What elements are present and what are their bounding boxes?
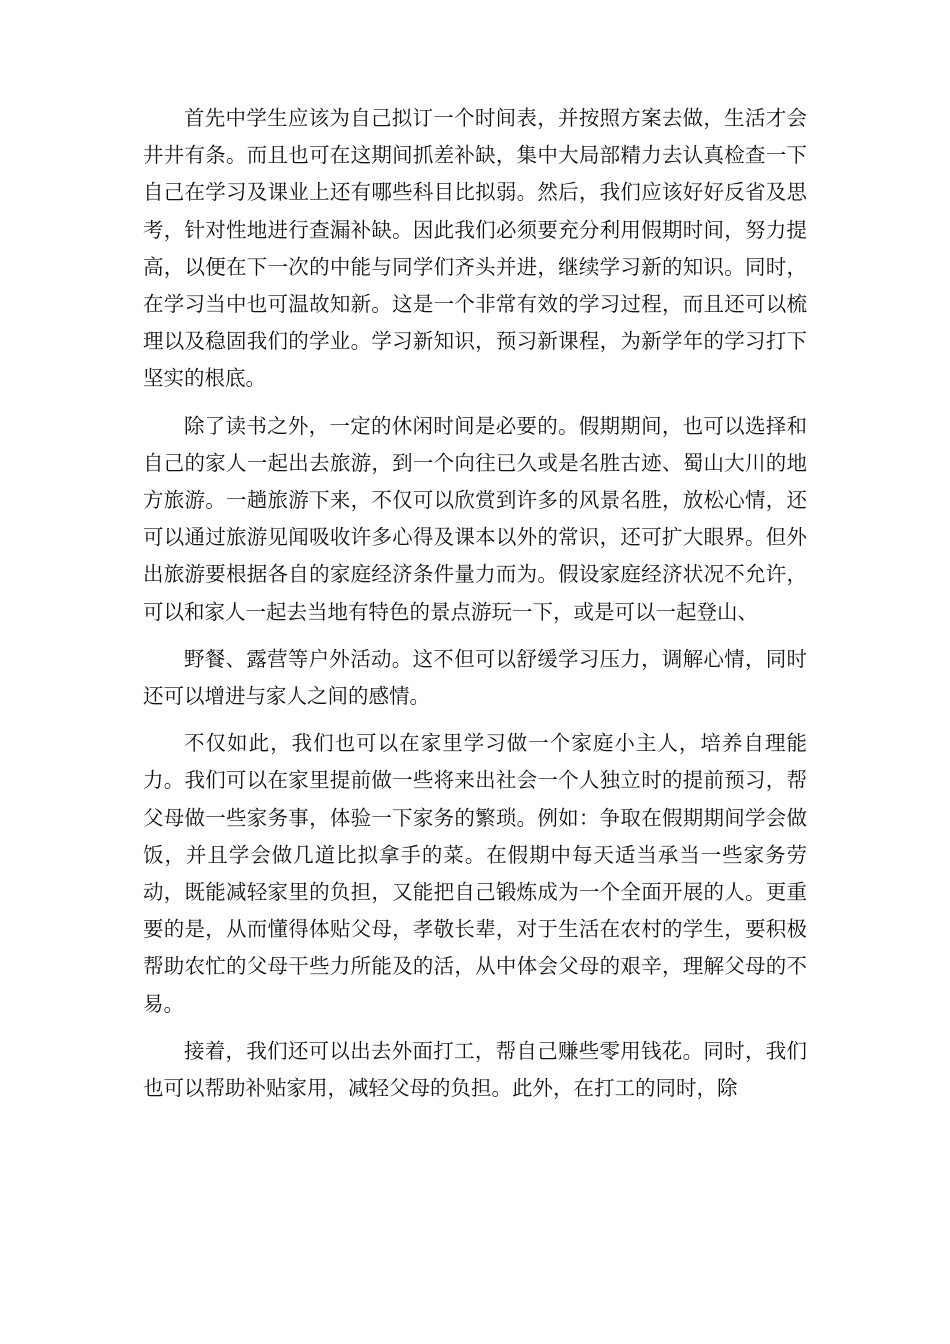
paragraph-housework: 不仅如此，我们也可以在家里学习做一个家庭小主人，培养自理能力。我们可以在家里提前做一些将来出社会一个人独立时的提前预习，帮父母做一些家务事，体验一下家务的繁琐。例如：争取在假期期间学会做饭，并且学会做几道比拟拿手的菜。在假期中每天适当承当一些家务劳动，既能减轻家里的负担，又能把自己锻炼成为一个全面开展的人。更重要的是，从而懂得体贴父母，孝敬长辈，对于生活在农村的学生，要积极帮助农忙的父母干些力所能及的活，从中体会父母的艰辛，理解父母的不易。 — [143, 731, 807, 1016]
paragraph-part-time-job: 接着，我们还可以出去外面打工，帮自己赚些零用钱花。同时，我们也可以帮助补贴家用，减轻父母的负担。此外，在打工的同时，除 — [143, 1038, 807, 1101]
paragraph-study-plan: 首先中学生应该为自己拟订一个时间表，并按照方案去做，生活才会井井有条。而且也可在这期间抓差补缺，集中大局部精力去认真检查一下自己在学习及课业上还有哪些科目比拟弱。然后，我们应该好好反省及思考，针对性地进行查漏补缺。因此我们必须要充分利用假期时间，努力提高，以便在下一次的中能与同学们齐头并进，继续学习新的知识。同时，在学习当中也可温故知新。这是一个非常有效的学习过程，而且还可以梳理以及稳固我们的学业。学习新知识，预习新课程，为新学年的学习打下坚实的根底。 — [143, 106, 807, 391]
paragraph-outdoor: 野餐、露营等户外活动。这不但可以舒缓学习压力，调解心情，同时还可以增进与家人之间的感情。 — [143, 646, 807, 709]
paragraph-travel: 除了读书之外，一定的休闲时间是必要的。假期期间，也可以选择和自己的家人一起出去旅游，到一个向往已久或是名胜古迹、蜀山大川的地方旅游。一趟旅游下来，不仅可以欣赏到许多的风景名胜，放松心情，还可以通过旅游见闻吸收许多心得及课本以外的常识，还可扩大眼界。但外出旅游要根据各自的家庭经济条件量力而为。假设家庭经济状况不允许，可以和家人一起去当地有特色的景点游玩一下，或是可以一起登山、 — [143, 413, 807, 624]
document-body — [143, 100, 807, 1117]
